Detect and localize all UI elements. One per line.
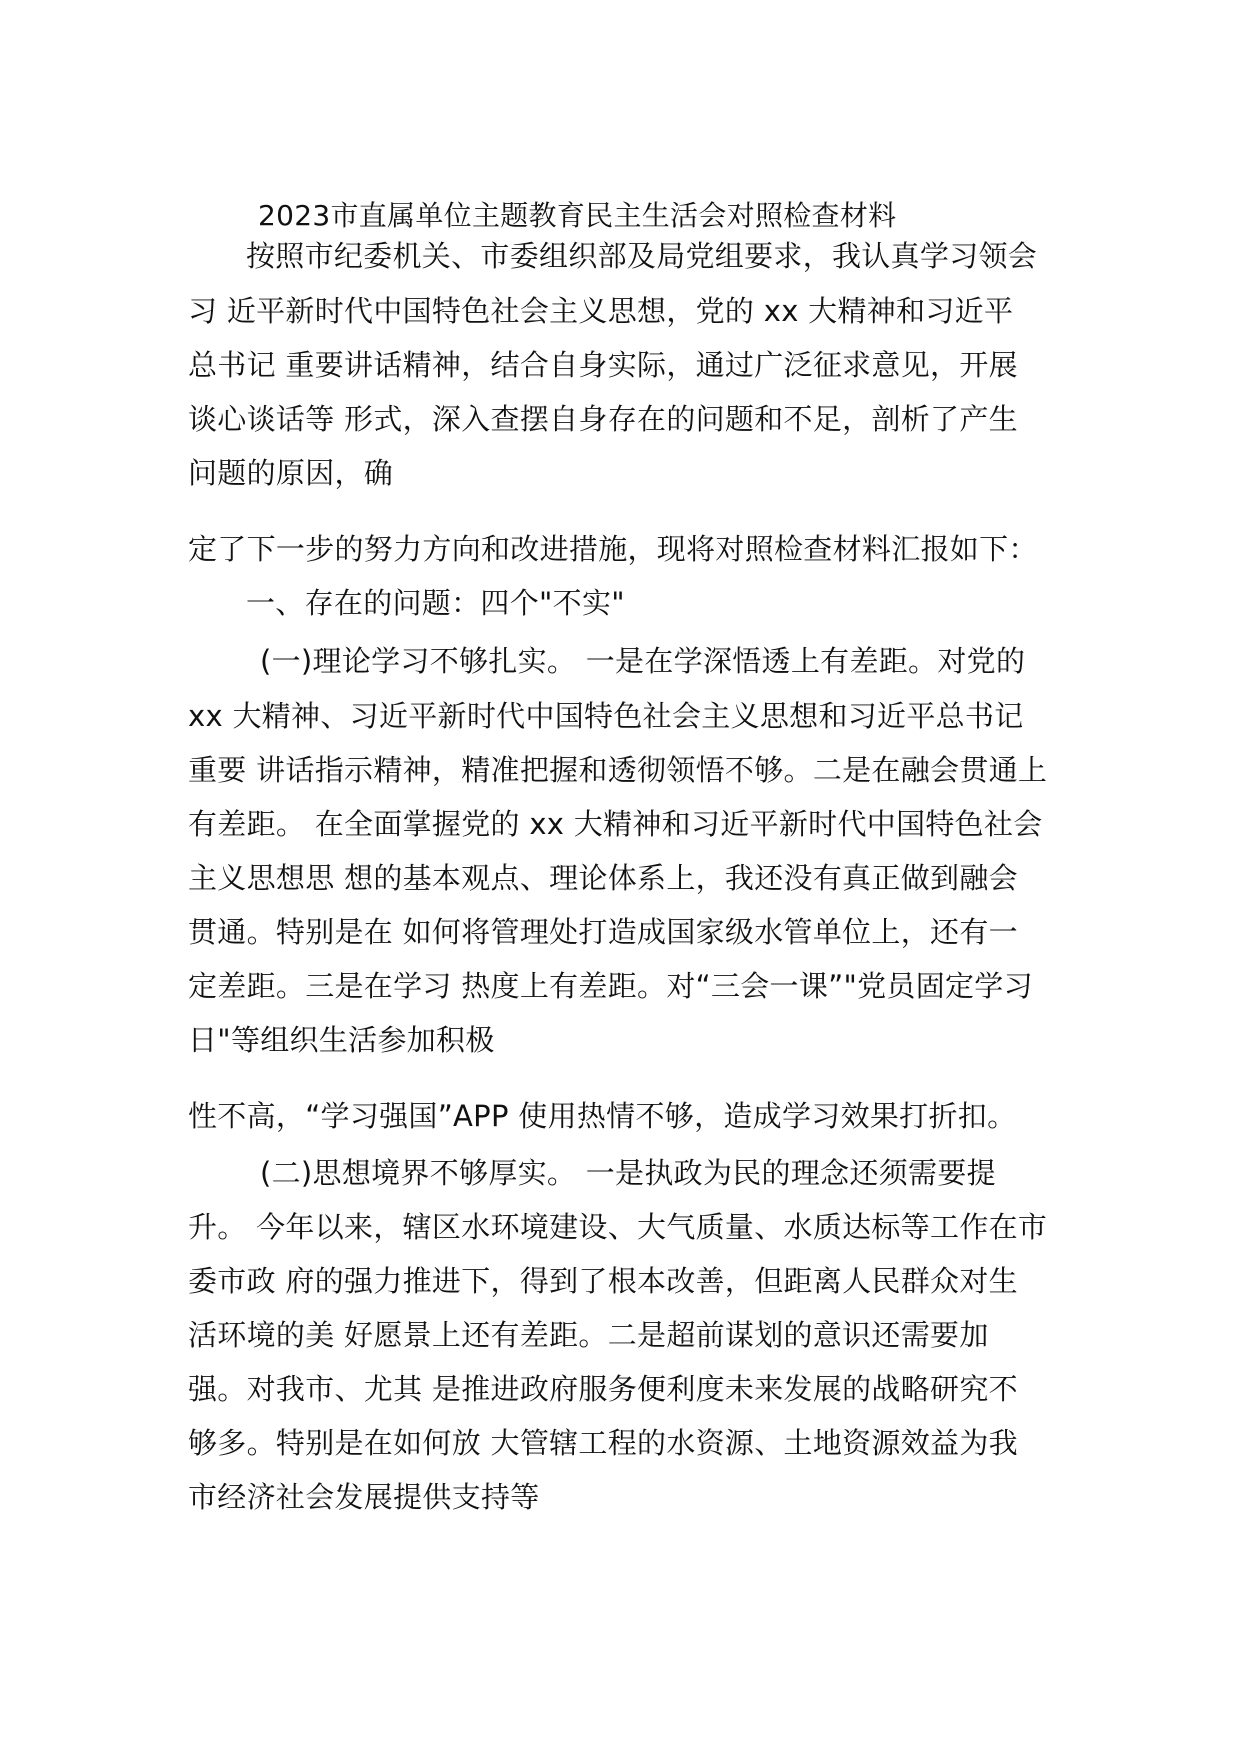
paragraph-line: 性不高，“学习强国”APP 使用热情不够，造成学习效果打折扣。	[188, 1099, 1017, 1133]
subsection-heading-line: (一)理论学习不够扎实。 一是在学深悟透上有差距。对党的	[260, 644, 1026, 678]
subsection-heading-line: (二)思想境界不够厚实。 一是执政为民的理念还须需要提	[260, 1156, 996, 1190]
paragraph-line: 定了下一步的努力方向和改进措施，现将对照检查材料汇报如下：	[188, 532, 1038, 566]
paragraph-line: 够多。特别是在如何放 大管辖工程的水资源、土地资源效益为我	[188, 1426, 1018, 1460]
paragraph-line: 按照市纪委机关、市委组织部及局党组要求，我认真学习领会	[246, 239, 1038, 273]
paragraph-line: 活环境的美 好愿景上还有差距。二是超前谋划的意识还需要加	[188, 1318, 989, 1352]
paragraph-line: 主义思想思 想的基本观点、理论体系上，我还没有真正做到融会	[188, 861, 1018, 895]
paragraph-line: 重要 讲话指示精神，精准把握和透彻领悟不够。二是在融会贯通上	[188, 753, 1048, 787]
paragraph-line: 总书记 重要讲话精神，结合自身实际，通过广泛征求意见，开展	[188, 348, 1018, 382]
document-title: 2023市直属单位主题教育民主生活会对照检查材料	[258, 199, 897, 232]
paragraph-line: 日"等组织生活参加积极	[188, 1023, 495, 1057]
paragraph-line: 强。对我市、尤其 是推进政府服务便利度未来发展的战略研究不	[188, 1372, 1018, 1406]
paragraph-line: 有差距。 在全面掌握党的 xx 大精神和习近平新时代中国特色社会	[188, 807, 1043, 841]
paragraph-line: xx 大精神、习近平新时代中国特色社会主义思想和习近平总书记	[188, 699, 1024, 733]
paragraph-line: 委市政 府的强力推进下，得到了根本改善，但距离人民群众对生	[188, 1264, 1018, 1298]
paragraph-line: 贯通。特别是在 如何将管理处打造成国家级水管单位上，还有一	[188, 915, 1018, 949]
section-heading: 一、存在的问题：四个"不实"	[246, 586, 625, 620]
paragraph-line: 定差距。三是在学习 热度上有差距。对“三会一课”"党员固定学习	[188, 969, 1033, 1003]
paragraph-line: 习 近平新时代中国特色社会主义思想，党的 xx 大精神和习近平	[188, 294, 1014, 328]
paragraph-line: 升。 今年以来，辖区水环境建设、大气质量、水质达标等工作在市	[188, 1210, 1048, 1244]
paragraph-line: 问题的原因，确	[188, 456, 394, 490]
paragraph-line: 市经济社会发展提供支持等	[188, 1480, 540, 1514]
paragraph-line: 谈心谈话等 形式，深入查摆自身存在的问题和不足，剖析了产生	[188, 402, 1018, 436]
